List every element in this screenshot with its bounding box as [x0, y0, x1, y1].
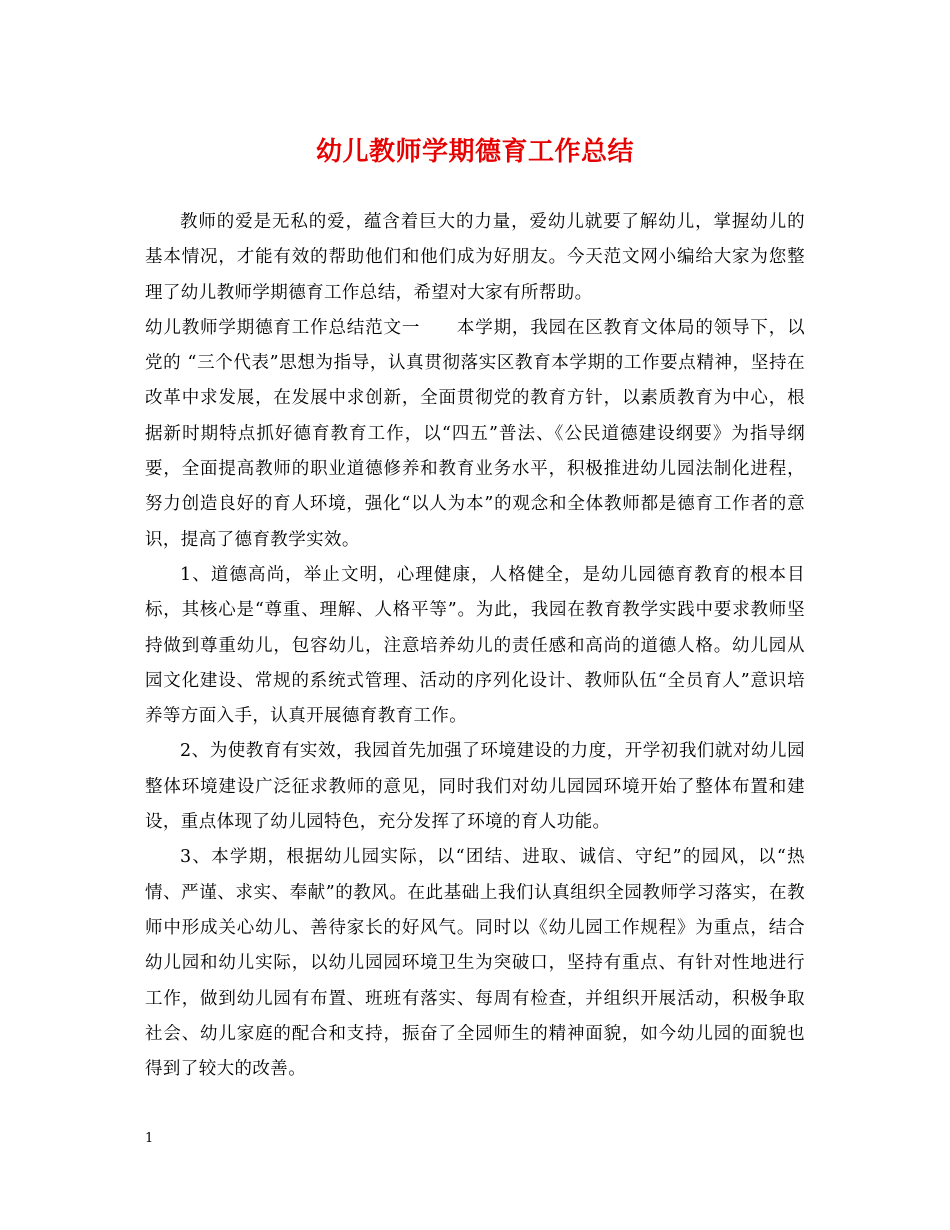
point-2-paragraph: 2、为使教育有实效，我园首先加强了环境建设的力度，开学初我们就对幼儿园整体环境建设广泛征求教师的意见，同时我们对幼儿园园环境开始了整体布置和建设，重点体现了幼儿园特色，充分发挥了环境的育人功能。: [145, 741, 805, 833]
document-title: 幼儿教师学期德育工作总结: [315, 137, 634, 167]
intro-paragraph: 教师的爱是无私的爱，蕴含着巨大的力量，爱幼儿就要了解幼儿，掌握幼儿的基本情况，才能有效的帮助他们和他们成为好朋友。今天范文网小编给大家为您整理了幼儿教师学期德育工作总结，希望对大家有所帮助。: [145, 212, 805, 303]
point-3-paragraph: 3、本学期，根据幼儿园实际，以“团结、进取、诚信、守纪”的园风，以“热情、严谨、求实、奉献”的教风。在此基础上我们认真组织全园教师学习落实，在教师中形成关心幼儿、善待家长的好风气。同时以《幼儿园工作规程》为重点，结合幼儿园和幼儿实际，以幼儿园园环境卫生为突破口，坚持有重点、有针对性地进行工作，做到幼儿园有布置、班班有落实、每周有检查，并组织开展活动，积极争取社会、幼儿家庭的配合和支持，振奋了全园师生的精神面貌，如今幼儿园的面貌也得到了较大的改善。: [145, 847, 805, 1080]
document-body: [145, 205, 805, 1087]
point-1-paragraph: 1、道德高尚，举止文明，心理健康，人格健全，是幼儿园德育教育的根本目标，其核心是“尊重、理解、人格平等”。为此，我园在教育教学实践中要求教师坚持做到尊重幼儿，包容幼儿，注意培养幼儿的责任感和高尚的道德人格。幼儿园从园文化建设、常规的系统式管理、活动的序列化设计、教师队伍“全员育人”意识培养等方面入手，认真开展德育教育工作。: [145, 564, 805, 727]
page-number: 1: [145, 1131, 154, 1146]
section-paragraph: 幼儿教师学期德育工作总结范文一 本学期，我园在区教育文体局的领导下，以党的 “三个代表”思想为指导，认真贯彻落实区教育本学期的工作要点精神，坚持在改革中求发展，在发展中求创新，全面贯彻党的教育方针，以素质教育为中心，根据新时期特点抓好德育教育工作，以“四五”普法、《公民道德建设纲要》为指导纲要，全面提高教师的职业道德修养和教育业务水平，积极推进幼儿园法制化进程，努力创造良好的育人环境，强化“以人为本”的观念和全体教师都是德育工作者的意识，提高了德育教学实效。: [145, 317, 805, 550]
